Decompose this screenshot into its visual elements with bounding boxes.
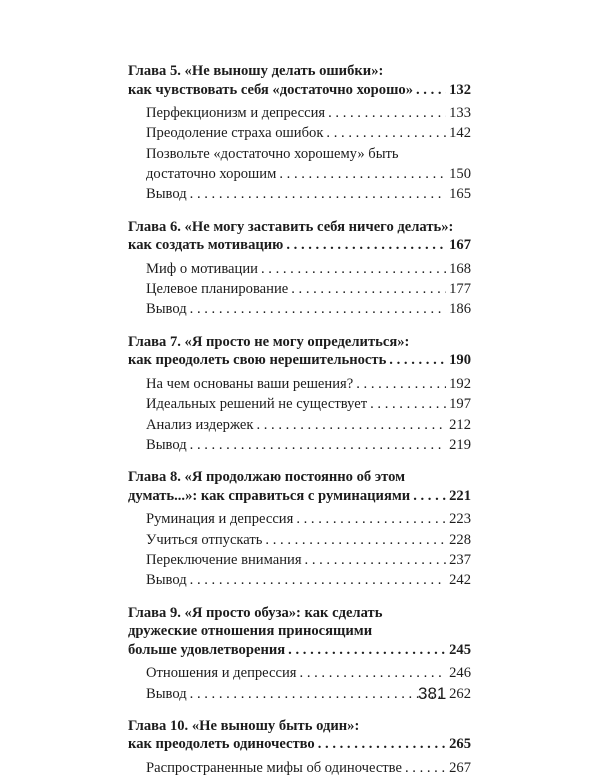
section-entry	[146, 184, 471, 204]
section-page-number: 219	[449, 436, 471, 453]
dot-leader	[318, 735, 446, 754]
dot-leader	[326, 123, 446, 143]
chapter-page-number: 132	[449, 81, 471, 98]
section-entry	[146, 550, 471, 570]
section-page-number: 267	[449, 760, 471, 777]
chapter-page-number: 190	[449, 352, 471, 369]
section-page-number: 192	[449, 375, 471, 392]
dot-leader	[256, 415, 446, 435]
section-title: Вывод	[146, 572, 187, 589]
section-entry	[146, 415, 471, 435]
section-list	[128, 509, 471, 590]
dot-leader	[190, 684, 446, 704]
chapter-title-line: как чувствовать себя «достаточно хорошо»	[128, 81, 413, 98]
dot-leader	[190, 184, 446, 204]
chapter-title-line: как преодолеть одиночество	[128, 736, 315, 753]
section-page-number: 246	[449, 665, 471, 682]
section-page-number: 237	[449, 551, 471, 568]
chapter-title-line: Глава 7. «Я просто не могу определиться»:	[128, 333, 410, 350]
section-title: Вывод	[146, 685, 187, 702]
dot-leader	[190, 435, 446, 455]
section-page-number: 142	[449, 125, 471, 142]
section-entry	[146, 144, 471, 185]
section-entry	[146, 123, 471, 143]
chapter-7	[128, 333, 471, 455]
section-title-continued: достаточно хорошим	[146, 166, 277, 183]
chapter-title-line: думать...»: как справиться с руминациями	[128, 487, 411, 504]
page-number: 381	[418, 684, 447, 703]
section-page-number: 150	[449, 166, 471, 183]
section-entry	[146, 259, 471, 279]
section-title: Анализ издержек	[146, 416, 254, 433]
section-list	[128, 103, 471, 204]
dot-leader	[286, 236, 446, 255]
chapter-8	[128, 468, 471, 590]
chapter-heading	[128, 468, 471, 505]
section-page-number: 223	[449, 511, 471, 528]
section-title: Перфекционизм и депрессия	[146, 105, 326, 122]
chapter-page-number: 167	[449, 237, 471, 254]
section-title: Руминация и депрессия	[146, 511, 294, 528]
chapter-title-line: больше удовлетворения	[128, 641, 286, 658]
chapter-heading	[128, 62, 471, 99]
chapter-heading	[128, 604, 471, 660]
chapter-page-number: 245	[449, 641, 471, 658]
section-title: Преодоление страха ошибок	[146, 125, 324, 142]
chapter-page-number: 221	[449, 487, 471, 504]
dot-leader	[296, 509, 446, 529]
section-title: Учиться отпускать	[146, 531, 263, 548]
section-page-number: 133	[449, 105, 471, 122]
chapter-title-line: Глава 8. «Я продолжаю постоянно об этом	[128, 469, 406, 486]
chapter-6	[128, 218, 471, 320]
section-entry	[146, 279, 471, 299]
chapter-heading	[128, 717, 471, 754]
chapter-heading	[128, 218, 471, 255]
dot-leader	[261, 259, 446, 279]
section-title: Отношения и депрессия	[146, 665, 297, 682]
dot-leader	[190, 570, 446, 590]
section-page-number: 177	[449, 281, 471, 298]
dot-leader	[413, 487, 446, 506]
section-page-number: 262	[449, 685, 471, 702]
section-page-number: 212	[449, 416, 471, 433]
chapter-10	[128, 717, 471, 778]
dot-leader	[305, 550, 447, 570]
chapter-title-line: Глава 5. «Не выношу делать ошибки»:	[128, 63, 384, 79]
section-list	[128, 259, 471, 320]
dot-leader	[370, 394, 446, 414]
section-title: Распространенные мифы об одиночестве	[146, 760, 402, 777]
dot-leader	[288, 641, 446, 660]
chapter-title-line: дружеские отношения приносящими	[128, 623, 373, 640]
chapter-title-line: как создать мотивацию	[128, 237, 284, 254]
dot-leader	[328, 103, 446, 123]
section-title: Позвольте «достаточно хорошему» быть	[146, 145, 399, 162]
section-page-number: 197	[449, 396, 471, 413]
dot-leader	[405, 758, 446, 778]
chapter-title-line: Глава 10. «Не выношу быть один»:	[128, 717, 360, 734]
dot-leader	[356, 374, 446, 394]
section-title: Переключение внимания	[146, 551, 302, 568]
chapter-page-number: 265	[449, 736, 471, 753]
section-entry	[146, 663, 471, 683]
chapter-title-line: Глава 9. «Я просто обуза»: как сделать	[128, 604, 383, 621]
section-page-number: 242	[449, 572, 471, 589]
section-entry	[146, 394, 471, 414]
section-entry	[146, 509, 471, 529]
section-title: Вывод	[146, 301, 187, 318]
dot-leader	[416, 81, 446, 100]
section-entry	[146, 374, 471, 394]
section-entry	[146, 530, 471, 550]
section-title: Вывод	[146, 186, 187, 203]
section-title: Вывод	[146, 436, 187, 453]
section-page-number: 165	[449, 186, 471, 203]
section-page-number: 186	[449, 301, 471, 318]
section-list	[128, 374, 471, 455]
section-page-number: 168	[449, 260, 471, 277]
section-title: Миф о мотивации	[146, 260, 258, 277]
chapter-title-line: Глава 6. «Не могу заставить себя ничего делать»:	[128, 218, 454, 235]
section-title: Целевое планирование	[146, 281, 289, 298]
chapter-title-line: как преодолеть свою нерешительность	[128, 352, 387, 369]
dot-leader	[389, 351, 446, 370]
section-entry	[146, 435, 471, 455]
section-title: Идеальных решений не существует	[146, 396, 368, 413]
section-entry	[146, 103, 471, 123]
section-entry	[146, 299, 471, 319]
section-title: На чем основаны ваши решения?	[146, 375, 354, 392]
section-entry	[146, 758, 471, 778]
chapter-5	[128, 62, 471, 205]
section-page-number: 228	[449, 531, 471, 548]
dot-leader	[265, 530, 446, 550]
table-of-contents	[128, 62, 471, 778]
section-entry	[146, 570, 471, 590]
dot-leader	[300, 663, 447, 683]
dot-leader	[291, 279, 446, 299]
dot-leader	[279, 164, 446, 184]
dot-leader	[190, 299, 446, 319]
section-list	[128, 758, 471, 778]
chapter-heading	[128, 333, 471, 370]
